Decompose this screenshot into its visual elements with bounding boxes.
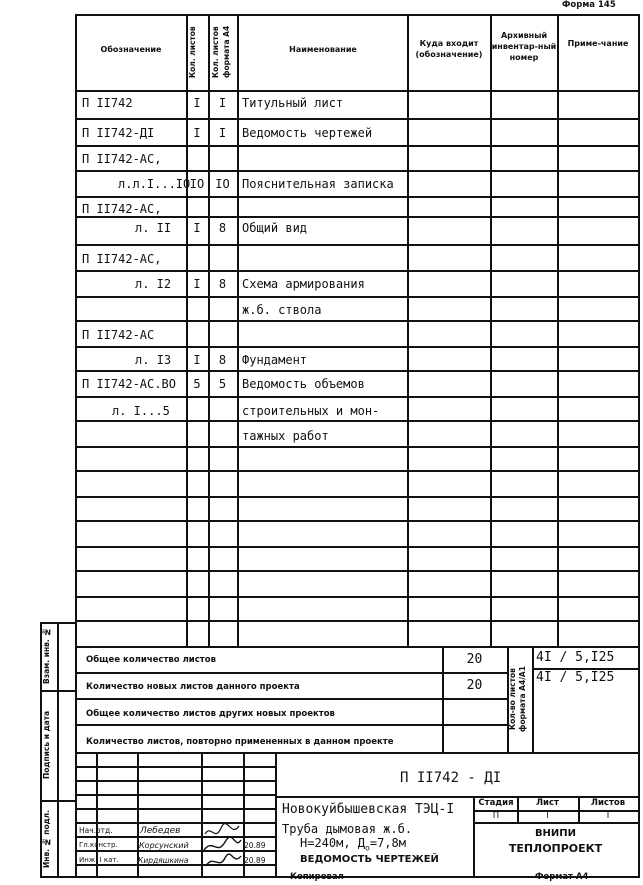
- header-designation: Обозначение: [100, 45, 162, 54]
- row-12-a4: 5: [218, 377, 227, 391]
- sheets-value: I: [606, 811, 610, 821]
- object-line-2: Н=240м, $Д_о=7,8м$: [300, 836, 406, 853]
- row-2-designation: П II742-ДI: [82, 126, 155, 140]
- header-name: Наименование: [289, 45, 357, 54]
- signature-date-label: Подпись и дата: [42, 710, 51, 780]
- row-1-a4: I: [218, 96, 227, 110]
- sheet-label: Лист: [536, 798, 559, 808]
- object-line-1: Труба дымовая ж.б.: [282, 822, 413, 836]
- header-a4-format: Кол. листов формата А4: [211, 25, 231, 79]
- new-sheets-value: 20: [466, 678, 483, 693]
- form-label: Форма 145: [562, 0, 616, 10]
- total-sheets-label: Общее количество листов: [86, 655, 216, 665]
- row-13-designation: л. I...5: [112, 404, 170, 418]
- person-2-date: 20.89: [244, 841, 266, 850]
- header-sheets-count: Кол. листов: [188, 26, 197, 78]
- row-12-name: Ведомость объемов: [242, 377, 365, 391]
- a4-total-value: 4I / 5,I25: [536, 650, 615, 665]
- row-1-sheets: I: [193, 96, 201, 110]
- inv-original-label: Инв. № подл.: [42, 810, 51, 869]
- row-8-designation: л. I2: [135, 277, 172, 291]
- row-4-a4: IO: [215, 177, 230, 191]
- row-14-name: тажных работ: [242, 429, 329, 443]
- row-11-sheets: I: [193, 353, 201, 367]
- org-line-1: ВНИПИ: [534, 828, 577, 839]
- row-4-name: Пояснительная записка: [242, 177, 394, 191]
- row-9-name: ж.б. ствола: [242, 303, 322, 317]
- row-10-designation: П II742-АС: [82, 328, 155, 342]
- person-2-name: Корсунский: [139, 841, 189, 850]
- row-7-designation: П II742-АС,: [82, 252, 162, 266]
- row-2-sheets: I: [193, 126, 201, 140]
- station-name: Новокуйбышевская ТЭЦ-I: [282, 802, 455, 817]
- person-3-name: Кирдяшкина: [138, 856, 189, 865]
- row-12-sheets: 5: [193, 377, 201, 391]
- person-3-date: 20.89: [244, 856, 266, 865]
- new-sheets-label: Количество новых листов данного проекта: [86, 682, 300, 692]
- document-title: ВЕДОМОСТЬ ЧЕРТЕЖЕЙ: [300, 854, 439, 865]
- row-5-designation: П II742-АС,: [82, 202, 162, 216]
- a4-caption: Кол-во листов формата А4/А1: [508, 666, 527, 732]
- role-1: Нач.отд.: [79, 826, 113, 835]
- row-13-name: строительных и мон-: [242, 404, 380, 418]
- format-label: Формат А4: [535, 872, 589, 882]
- copied-label: Копировал: [290, 872, 344, 882]
- header-archive-number: Архивный инвентар-ный номер: [491, 31, 557, 62]
- row-3-designation: П II742-АС,: [82, 152, 162, 166]
- document-code: П II742 - ДI: [400, 770, 502, 786]
- row-4-sheets: IO: [189, 177, 205, 191]
- row-1-designation: П II742: [82, 96, 133, 110]
- row-8-sheets: I: [193, 277, 201, 291]
- row-8-a4: 8: [218, 277, 227, 291]
- stage-value: П: [492, 811, 500, 821]
- row-6-name: Общий вид: [242, 221, 308, 235]
- role-3: Инж. I кат.: [79, 856, 119, 864]
- a4-new-value: 4I / 5,I25: [536, 670, 615, 685]
- row-1-name: Титульный лист: [242, 96, 344, 110]
- signature-scribbles: [201, 820, 245, 876]
- row-2-a4: I: [218, 126, 227, 140]
- row-6-sheets: I: [193, 221, 201, 235]
- header-note: Приме-чание: [567, 39, 629, 48]
- header-where-included: Куда входит (обозначение): [415, 39, 483, 59]
- row-11-designation: л. I3: [135, 353, 172, 367]
- stage-label: Стадия: [478, 798, 514, 808]
- row-8-name: Схема армирования: [242, 277, 365, 291]
- row-6-designation: л. II: [135, 221, 172, 235]
- row-12-designation: П II742-АС.ВО: [82, 377, 176, 391]
- row-6-a4: 8: [218, 221, 227, 235]
- sheet-value: I: [546, 811, 549, 821]
- total-sheets-value: 20: [466, 652, 483, 667]
- row-2-name: Ведомость чертежей: [242, 126, 373, 140]
- row-4-designation: л.л.I...IO: [118, 177, 191, 191]
- other-projects-label: Общее количество листов других новых проектов: [86, 709, 335, 719]
- replace-inv-label: Взам. инв. №: [42, 627, 51, 685]
- row-11-a4: 8: [218, 353, 227, 367]
- role-2: Гл.констр.: [79, 841, 118, 849]
- person-1-name: Лебедев: [140, 826, 181, 836]
- row-11-name: Фундамент: [242, 353, 308, 367]
- reused-sheets-label: Количество листов, повторно примененных в данном проекте: [86, 737, 394, 747]
- org-line-2: ТЕПЛОПРОЕКТ: [508, 842, 603, 855]
- sheets-label: Листов: [590, 798, 626, 808]
